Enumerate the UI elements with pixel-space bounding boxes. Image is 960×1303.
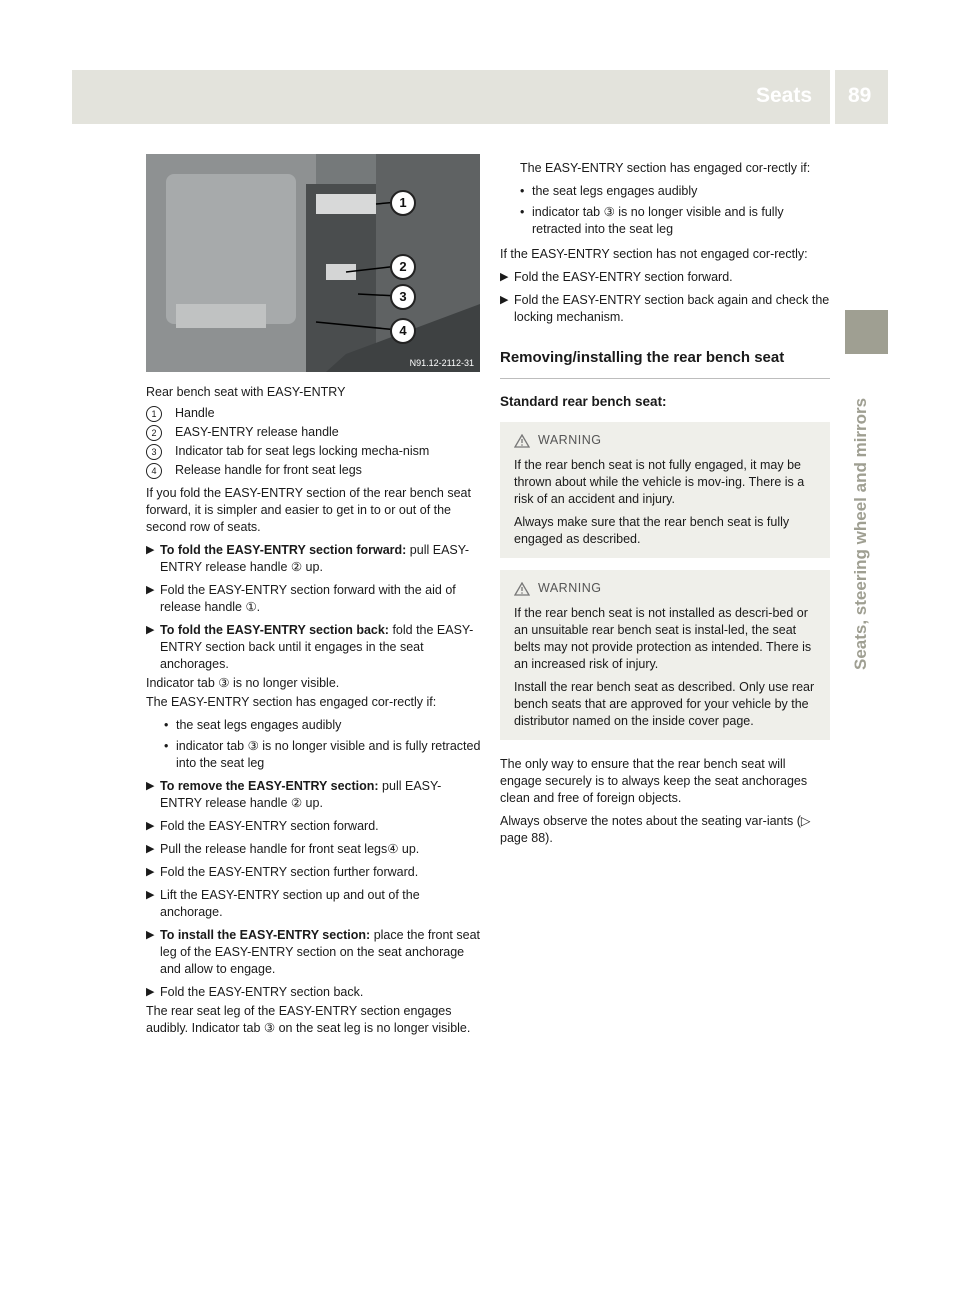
arrow-right-icon: ▶ <box>146 624 155 636</box>
arrow-right-icon: ▶ <box>146 866 155 878</box>
step-result: Indicator tab ③ is no longer visible. <box>146 676 340 690</box>
seat-photo <box>146 154 480 372</box>
step-title: To fold the EASY-ENTRY section forward: <box>160 543 407 557</box>
seat-photo-illustration <box>146 154 480 372</box>
arrow-right-icon: ▶ <box>500 271 509 283</box>
step-result: The rear seat leg of the EASY-ENTRY section engages audibly. Indicator tab ③ on the seat leg is no longer visible. <box>146 1004 471 1035</box>
paragraph: The only way to ensure that the rear bench seat will engage securely is to always keep the seat anchorages clean and free of foreign objects. <box>500 757 808 805</box>
list-item-text: indicator tab ③ is no longer visible and is fully retracted into the seat leg <box>532 205 784 236</box>
step-result: The EASY-ENTRY section has engaged cor-rectly if: <box>146 695 437 709</box>
legend-text: EASY-ENTRY release handle <box>175 425 339 439</box>
warning-triangle-icon <box>514 434 530 448</box>
step-fold-with-handle <box>146 582 482 616</box>
list-item-text: indicator tab ③ is no longer visible and is fully retracted into the seat leg <box>176 739 481 770</box>
warning-box <box>500 570 830 740</box>
divider <box>500 378 830 379</box>
photo-callout-4: 4 <box>390 318 416 344</box>
warning-title: WARNING <box>538 433 602 447</box>
step-text: Fold the EASY-ENTRY section forward. <box>514 270 733 284</box>
legend-number: 3 <box>146 444 162 460</box>
step-text: Lift the EASY-ENTRY section up and out of the anchorage. <box>160 888 420 919</box>
page-number: 89 <box>848 84 872 107</box>
step-remove <box>146 778 482 812</box>
legend-text: Indicator tab for seat legs locking mecha-nism <box>175 444 430 458</box>
page-title: Seats <box>756 84 813 107</box>
warning-text: If the rear bench seat is not installed as descri-bed or an unsuitable rear bench seat is instal-led, the seat belts may not provide protection as intended. There is an increased risk of injury. <box>514 606 812 671</box>
arrow-right-icon: ▶ <box>146 889 155 901</box>
legend-item <box>146 443 482 460</box>
paragraph: The EASY-ENTRY section has engaged cor-rectly if: <box>520 161 811 175</box>
intro-paragraph: If you fold the EASY-ENTRY section of the rear bench seat forward, it is simpler and easier to get in to or out of the second row of seats. <box>146 486 471 534</box>
warning-box <box>500 422 830 558</box>
legend-number: 1 <box>146 406 162 422</box>
arrow-right-icon: ▶ <box>146 780 155 792</box>
arrow-right-icon: ▶ <box>146 929 155 941</box>
list-item: • indicator tab ③ is no longer visible and is fully retracted into the seat leg <box>520 204 830 238</box>
step-text: Pull the release handle for front seat legs④ up. <box>160 842 420 856</box>
step-text: pull EASY-ENTRY release handle ② up. <box>160 543 470 574</box>
arrow-right-icon: ▶ <box>146 986 155 998</box>
right-column <box>500 160 830 853</box>
side-tab-label: Seats, steering wheel and mirrors <box>851 397 870 670</box>
arrow-right-icon: ▶ <box>146 584 155 596</box>
step-fold-forward-check <box>500 269 830 286</box>
list-item-text: the seat legs engages audibly <box>532 184 698 198</box>
legend-item <box>146 462 482 479</box>
step-text: pull EASY-ENTRY release handle ② up. <box>160 779 442 810</box>
step-title: To remove the EASY-ENTRY section: <box>160 779 379 793</box>
step-text: Fold the EASY-ENTRY section back again and check the locking mechanism. <box>514 293 830 324</box>
step-fold-back-check <box>500 292 830 326</box>
step-install <box>146 927 482 978</box>
legend-item <box>146 424 482 441</box>
step-text: Fold the EASY-ENTRY section forward with the aid of release handle ①. <box>160 583 456 614</box>
photo-callout-2: 2 <box>390 254 416 280</box>
photo-callout-3: 3 <box>390 284 416 310</box>
left-column <box>146 384 482 1043</box>
paragraph: Always observe the notes about the seating var-iants (▷ page 88). <box>500 814 811 845</box>
step-text: Fold the EASY-ENTRY section back. <box>160 985 364 999</box>
step-fold-back <box>146 622 482 673</box>
list-item: • the seat legs engages audibly <box>164 718 342 732</box>
paragraph: If the EASY-ENTRY section has not engaged cor-rectly: <box>500 247 808 261</box>
subsection-heading: Standard rear bench seat: <box>500 394 667 409</box>
list-item: • the seat legs engages audibly <box>520 184 698 198</box>
step-text: place the front seat leg of the EASY-ENTRY section on the seat anchorage and allow to engage. <box>160 928 481 976</box>
legend-item <box>146 405 482 422</box>
arrow-right-icon: ▶ <box>146 820 155 832</box>
step-text: Fold the EASY-ENTRY section forward. <box>160 819 379 833</box>
legend-number: 2 <box>146 425 162 441</box>
warning-text: Install the rear bench seat as described. Only use rear bench seats that are approved for your vehicle by the distributor named on the inside cover page. <box>514 680 815 728</box>
step-fold-forward <box>146 542 482 576</box>
list-item: • indicator tab ③ is no longer visible and is fully retracted into the seat leg <box>164 739 481 770</box>
step-lift-out <box>146 887 482 921</box>
photo-callout-1: 1 <box>390 190 416 216</box>
arrow-right-icon: ▶ <box>146 843 155 855</box>
legend-text: Handle <box>175 406 215 420</box>
step-title: To fold the EASY-ENTRY section back: <box>160 623 389 637</box>
warning-triangle-icon <box>514 582 530 596</box>
list-item-text: the seat legs engages audibly <box>176 718 342 732</box>
step-fold-further <box>146 864 482 881</box>
warning-title: WARNING <box>538 581 602 595</box>
step-pull-front-legs <box>146 841 482 858</box>
warning-text: If the rear bench seat is not fully engaged, it may be thrown about while the vehicle is mov-ing. There is a risk of an accident and injury. <box>514 458 805 506</box>
side-tab-marker <box>845 310 888 354</box>
section-heading: Removing/installing the rear bench seat <box>500 349 785 366</box>
header-separator <box>830 70 835 124</box>
photo-reference-code: N91.12-2112-31 <box>409 358 474 368</box>
step-title: To install the EASY-ENTRY section: <box>160 928 371 942</box>
arrow-right-icon: ▶ <box>500 294 509 306</box>
legend-number: 4 <box>146 463 162 479</box>
step-fold-back-2 <box>146 984 482 1001</box>
warning-text: Always make sure that the rear bench seat is fully engaged as described. <box>514 515 790 546</box>
step-text: fold the EASY-ENTRY section back until it engages in the seat anchorages. <box>160 623 474 671</box>
step-text: Fold the EASY-ENTRY section further forward. <box>160 865 419 879</box>
legend-text: Release handle for front seat legs <box>175 463 362 477</box>
step-fold-forward-2 <box>146 818 482 835</box>
photo-caption: Rear bench seat with EASY-ENTRY <box>146 385 346 399</box>
arrow-right-icon: ▶ <box>146 544 155 556</box>
